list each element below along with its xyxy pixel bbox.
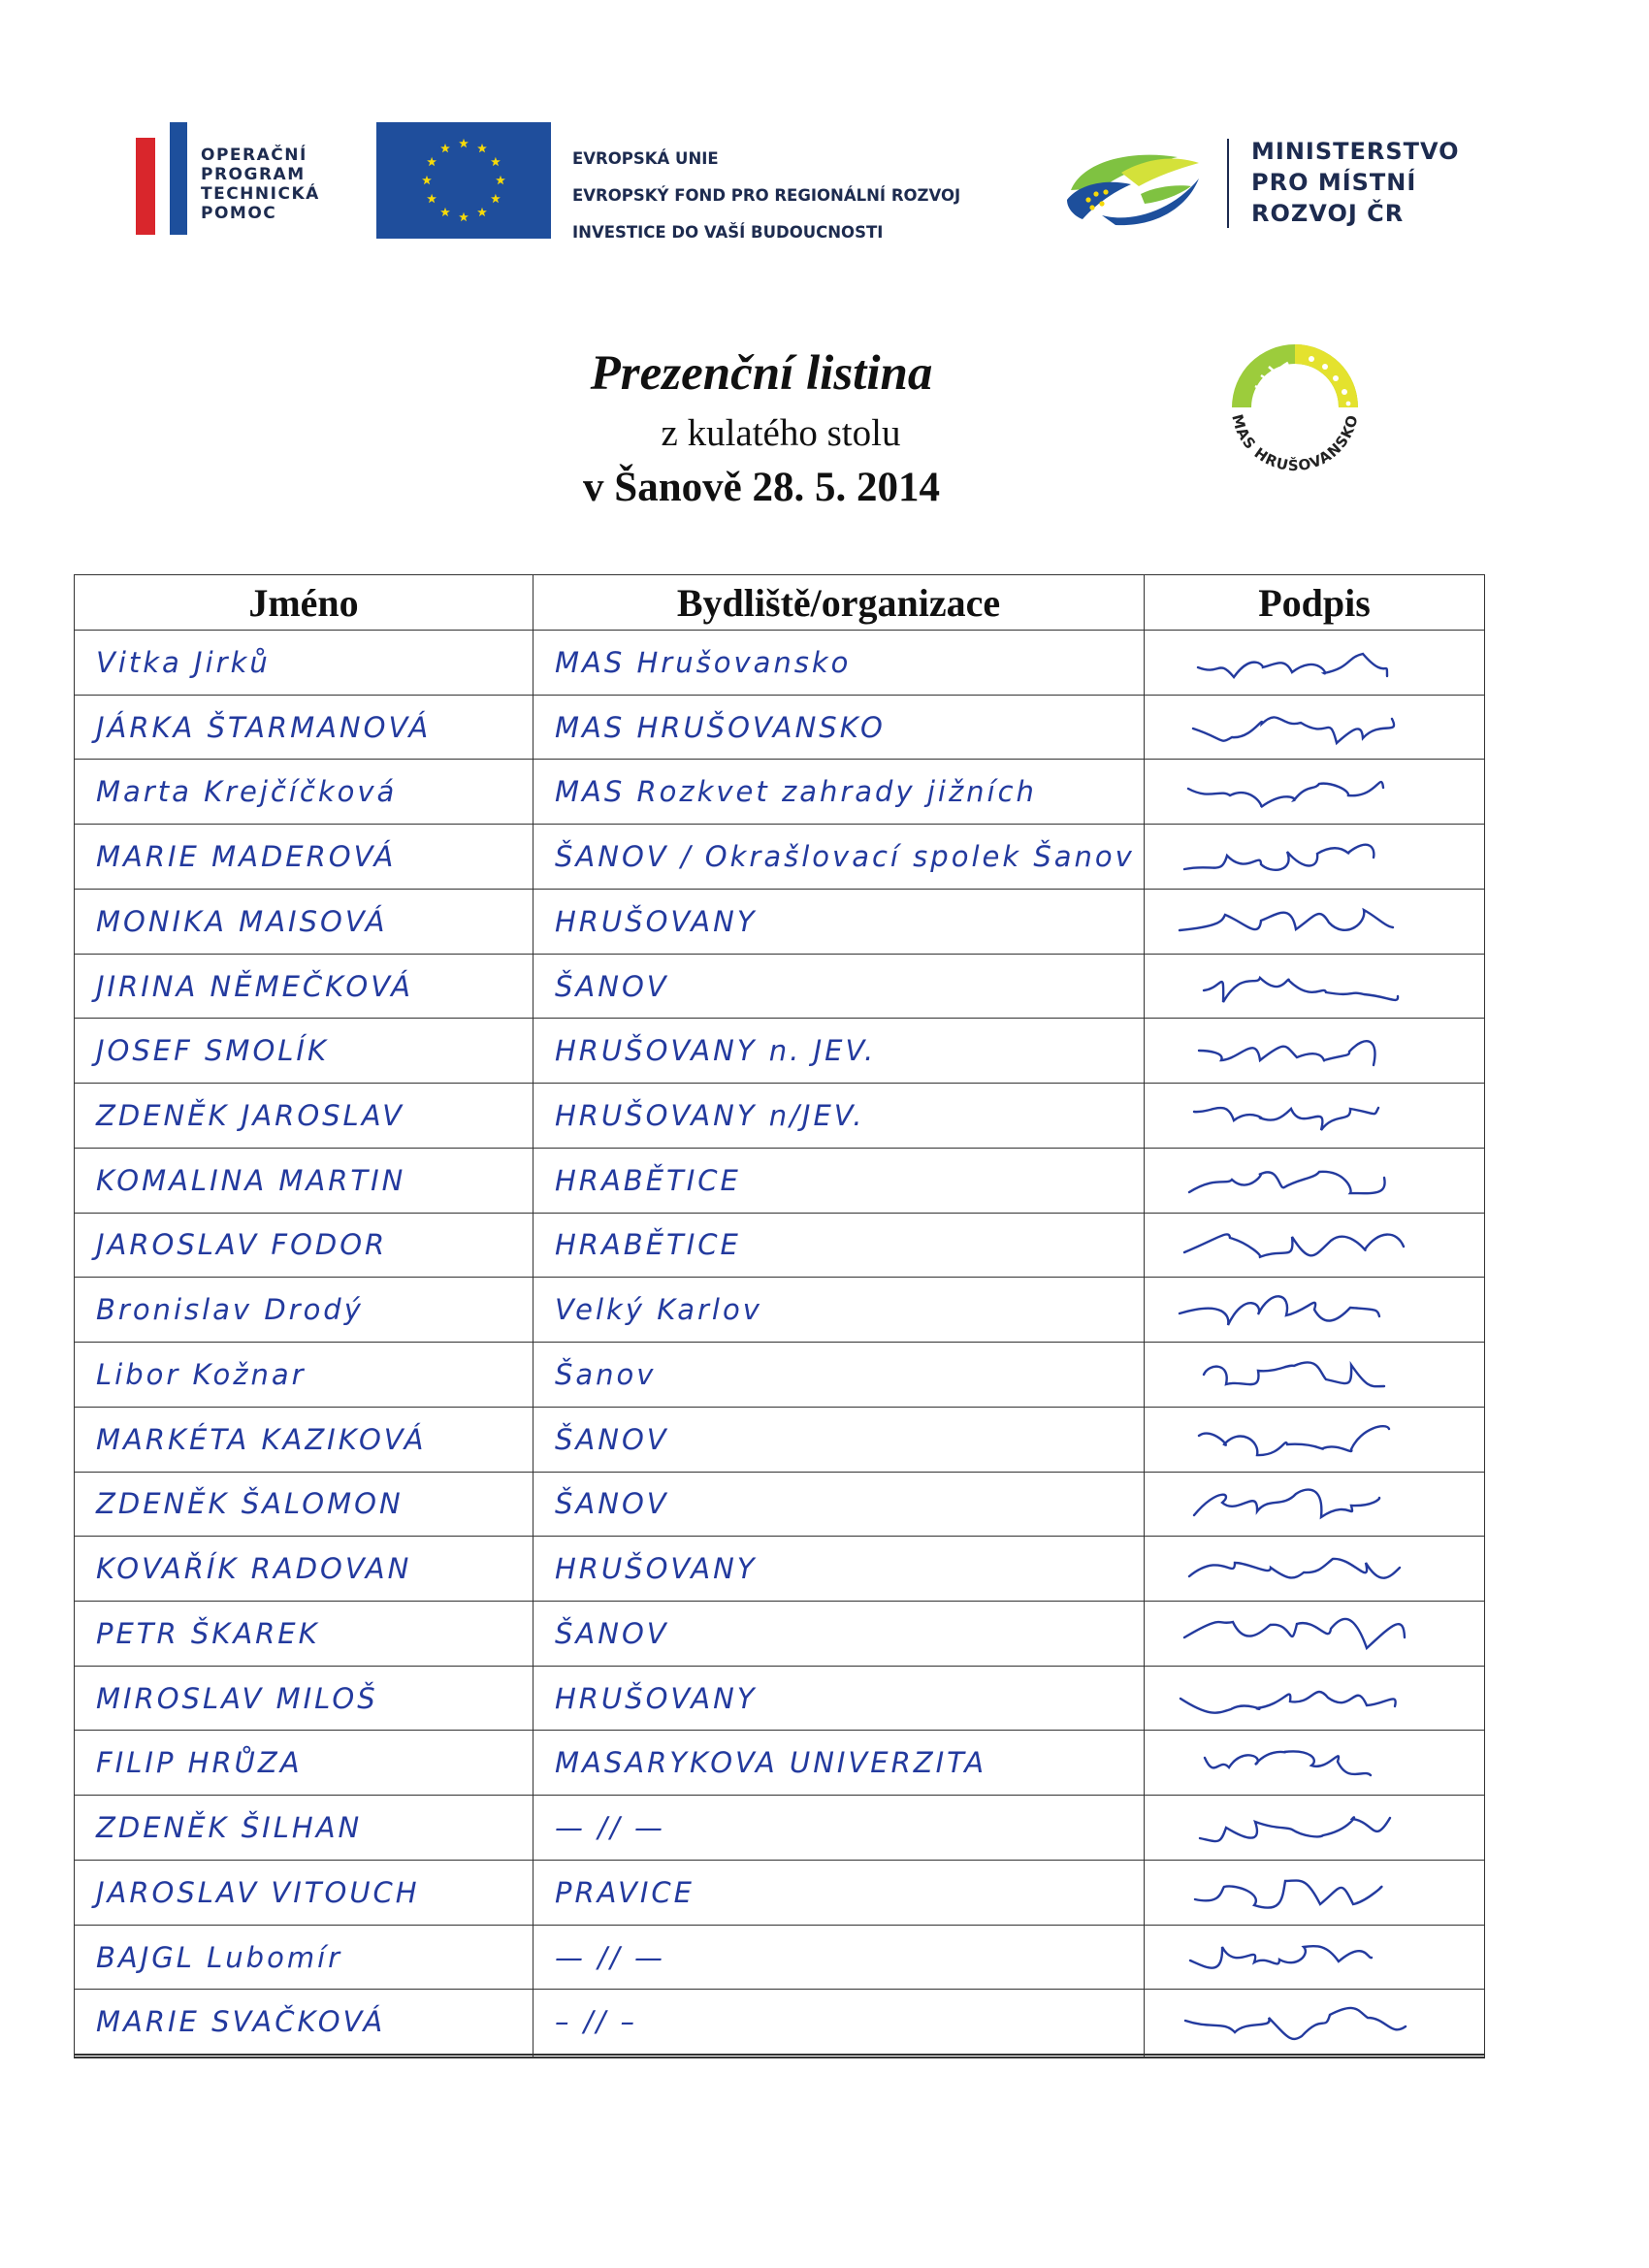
- signature-cell: [1145, 631, 1485, 696]
- signature-cell: [1145, 695, 1485, 760]
- handwritten-signature: [1158, 702, 1469, 753]
- table-row: [75, 1796, 1485, 1861]
- handwritten-signature: [1158, 1996, 1469, 2047]
- signature-stroke: [1204, 1362, 1384, 1386]
- attendee-name: MARKÉTA KAZIKOVÁ: [75, 1407, 534, 1472]
- handwritten-signature: [1158, 1025, 1469, 1076]
- attendee-name: BAJGL Lubomír: [75, 1925, 534, 1990]
- signature-stroke: [1195, 1880, 1381, 1907]
- document-title: Prezenční listina: [590, 346, 933, 401]
- handwritten-signature: [1158, 961, 1469, 1012]
- handwritten-signature: [1158, 1478, 1469, 1529]
- attendee-name: MARIE SVAČKOVÁ: [75, 1990, 534, 2055]
- attendee-name: JOSEF SMOLÍK: [75, 1019, 534, 1084]
- handwritten-signature: [1158, 1608, 1469, 1659]
- signature-stroke: [1194, 1108, 1378, 1130]
- optp-logo-text: OPERAČNÍ PROGRAM TECHNICKÁ POMOC: [201, 146, 320, 223]
- handwritten-signature: [1158, 1219, 1469, 1270]
- attendee-residence: ŠANOV: [534, 1602, 1145, 1667]
- signature-cell: [1145, 1796, 1485, 1861]
- table-row: [75, 825, 1485, 890]
- signature-cell: [1145, 1148, 1485, 1213]
- signature-cell: [1145, 1084, 1485, 1149]
- optp-blue-bar: [170, 122, 187, 235]
- attendee-residence: HRUŠOVANY: [534, 889, 1145, 954]
- mmr-divider: [1227, 139, 1229, 228]
- attendee-residence: PRAVICE: [534, 1860, 1145, 1925]
- signature-stroke: [1188, 782, 1383, 807]
- signature-cell: [1145, 825, 1485, 890]
- eu-fund-text: [572, 141, 1018, 251]
- handwritten-signature: [1158, 1414, 1469, 1465]
- attendee-residence: Šanov: [534, 1343, 1145, 1408]
- attendee-name: Vitka Jirků: [75, 631, 534, 696]
- table-row: [75, 1213, 1485, 1278]
- attendee-residence: ŠANOV: [534, 954, 1145, 1019]
- attendee-residence: — // —: [534, 1925, 1145, 1990]
- mmr-logo-icon: [1063, 144, 1209, 229]
- attendee-residence: – // –: [534, 1990, 1145, 2055]
- eu-line-union: EVROPSKÁ UNIE: [572, 149, 719, 168]
- attendee-residence: HRUŠOVANY n. JEV.: [534, 1019, 1145, 1084]
- signature-cell: [1145, 954, 1485, 1019]
- signature-stroke: [1185, 2008, 1406, 2039]
- column-header-name: Jméno: [75, 575, 534, 631]
- document-subtitle: z kulatého stolu: [661, 412, 901, 454]
- eu-line-investment: INVESTICE DO VAŠÍ BUDOUCNOSTI: [572, 223, 884, 242]
- table-row: [75, 1860, 1485, 1925]
- signature-cell: [1145, 1278, 1485, 1343]
- handwritten-signature: [1158, 1349, 1469, 1400]
- signature-cell: [1145, 1860, 1485, 1925]
- attendee-name: ZDENĚK JAROSLAV: [75, 1084, 534, 1149]
- signature-cell: [1145, 1990, 1485, 2055]
- signature-stroke: [1189, 1172, 1385, 1193]
- handwritten-signature: [1158, 1543, 1469, 1594]
- signature-stroke: [1190, 1946, 1372, 1968]
- attendee-residence: MAS Hrušovansko: [534, 631, 1145, 696]
- table-row: [75, 1537, 1485, 1602]
- signature-stroke: [1180, 1692, 1396, 1713]
- attendee-name: MONIKA MAISOVÁ: [75, 889, 534, 954]
- table-row: [75, 1731, 1485, 1796]
- signature-cell: [1145, 1343, 1485, 1408]
- table-row: [75, 889, 1485, 954]
- attendee-name: ZDENĚK ŠILHAN: [75, 1796, 534, 1861]
- handwritten-signature: [1158, 1673, 1469, 1724]
- signature-stroke: [1184, 1619, 1405, 1648]
- attendee-name: KOVAŘÍK RADOVAN: [75, 1537, 534, 1602]
- attendee-residence: MASARYKOVA UNIVERZITA: [534, 1731, 1145, 1796]
- handwritten-signature: [1158, 1155, 1469, 1206]
- attendee-residence: — // —: [534, 1796, 1145, 1861]
- attendee-name: Marta Krejčíčková: [75, 760, 534, 825]
- signature-stroke: [1199, 1426, 1389, 1455]
- signature-stroke: [1193, 717, 1394, 743]
- signature-stroke: [1205, 1752, 1371, 1776]
- table-header-row: [75, 575, 1485, 631]
- table-row: [75, 1472, 1485, 1537]
- attendee-residence: HRUŠOVANY n/JEV.: [534, 1084, 1145, 1149]
- eu-line-fund: EVROPSKÝ FOND PRO REGIONÁLNÍ ROZVOJ: [572, 186, 961, 205]
- signature-cell: [1145, 1602, 1485, 1667]
- attendee-residence: ŠANOV: [534, 1472, 1145, 1537]
- table-row: [75, 695, 1485, 760]
- attendee-name: JIRINA NĚMEČKOVÁ: [75, 954, 534, 1019]
- signature-cell: [1145, 1472, 1485, 1537]
- table-row: [75, 1990, 1485, 2055]
- signature-stroke: [1204, 978, 1398, 1002]
- attendee-residence: ŠANOV / Okrašlovací spolek Šanov: [534, 825, 1145, 890]
- attendee-residence: ŠANOV: [534, 1407, 1145, 1472]
- attendee-residence: MAS HRUŠOVANSKO: [534, 695, 1145, 760]
- table-row: [75, 1278, 1485, 1343]
- signature-stroke: [1184, 1235, 1404, 1258]
- mmr-logo-text: MINISTERSTVO PRO MÍSTNÍ ROZVOJ ČR: [1251, 138, 1460, 227]
- attendee-residence: HRABĚTICE: [534, 1148, 1145, 1213]
- signature-stroke: [1184, 845, 1374, 870]
- handwritten-signature: [1158, 1737, 1469, 1788]
- column-header-signature: Podpis: [1145, 575, 1485, 631]
- signature-stroke: [1194, 1490, 1379, 1517]
- handwritten-signature: [1158, 1090, 1469, 1141]
- attendee-residence: Velký Karlov: [534, 1278, 1145, 1343]
- signature-stroke: [1199, 1041, 1374, 1065]
- attendee-residence: HRUŠOVANY: [534, 1666, 1145, 1731]
- attendee-residence: MAS Rozkvet zahrady jižních: [534, 760, 1145, 825]
- attendee-residence: HRABĚTICE: [534, 1213, 1145, 1278]
- attendee-name: JAROSLAV VITOUCH: [75, 1860, 534, 1925]
- table-row: [75, 1148, 1485, 1213]
- signature-cell: [1145, 1019, 1485, 1084]
- handwritten-signature: [1158, 831, 1469, 882]
- column-header-residence: Bydliště/organizace: [534, 575, 1145, 631]
- table-row: [75, 631, 1485, 696]
- table-row: [75, 1343, 1485, 1408]
- handwritten-signature: [1158, 766, 1469, 817]
- attendee-name: Bronislav Drodý: [75, 1278, 534, 1343]
- mas-hrusovansko-logo-icon: [1203, 320, 1387, 504]
- signature-stroke: [1189, 1559, 1400, 1578]
- signature-stroke: [1180, 1297, 1379, 1326]
- table-row: [75, 1084, 1485, 1149]
- attendee-name: PETR ŠKAREK: [75, 1602, 534, 1667]
- signature-cell: [1145, 1407, 1485, 1472]
- table-row: [75, 1019, 1485, 1084]
- document-heading: [485, 340, 1038, 516]
- signature-cell: [1145, 1537, 1485, 1602]
- signature-cell: [1145, 1213, 1485, 1278]
- table-row: [75, 760, 1485, 825]
- handwritten-signature: [1158, 1932, 1469, 1983]
- attendee-name: JAROSLAV FODOR: [75, 1213, 534, 1278]
- svg-text:MAS HRUŠOVANSKO: [1228, 412, 1361, 474]
- attendee-name: MARIE MADEROVÁ: [75, 825, 534, 890]
- table-row: [75, 954, 1485, 1019]
- signature-stroke: [1200, 1817, 1390, 1841]
- attendee-name: ZDENĚK ŠALOMON: [75, 1472, 534, 1537]
- table-row: [75, 1666, 1485, 1731]
- table-row: [75, 1407, 1485, 1472]
- signature-stroke: [1180, 910, 1393, 930]
- attendee-name: FILIP HRŮZA: [75, 1731, 534, 1796]
- attendee-name: JÁRKA ŠTARMANOVÁ: [75, 695, 534, 760]
- attendee-name: Libor Kožnar: [75, 1343, 534, 1408]
- handwritten-signature: [1158, 896, 1469, 947]
- handwritten-signature: [1158, 1802, 1469, 1853]
- table-row: [75, 1925, 1485, 1990]
- attendance-table: [74, 574, 1485, 2058]
- handwritten-signature: [1158, 637, 1469, 688]
- attendee-name: MIROSLAV MILOŠ: [75, 1666, 534, 1731]
- attendee-name: KOMALINA MARTIN: [75, 1148, 534, 1213]
- attendee-residence: HRUŠOVANY: [534, 1537, 1145, 1602]
- signature-cell: [1145, 760, 1485, 825]
- eu-flag-icon: [376, 122, 551, 239]
- handwritten-signature: [1158, 1867, 1469, 1918]
- signature-cell: [1145, 1731, 1485, 1796]
- table-row: [75, 1602, 1485, 1667]
- document-date-line: v Šanově 28. 5. 2014: [583, 465, 940, 510]
- signature-cell: [1145, 889, 1485, 954]
- signature-cell: [1145, 1666, 1485, 1731]
- signature-stroke: [1198, 654, 1387, 677]
- optp-red-bar: [136, 138, 155, 235]
- mas-logo-text: MAS HRUŠOVANSKO: [1228, 412, 1362, 475]
- handwritten-signature: [1158, 1284, 1469, 1335]
- signature-cell: [1145, 1925, 1485, 1990]
